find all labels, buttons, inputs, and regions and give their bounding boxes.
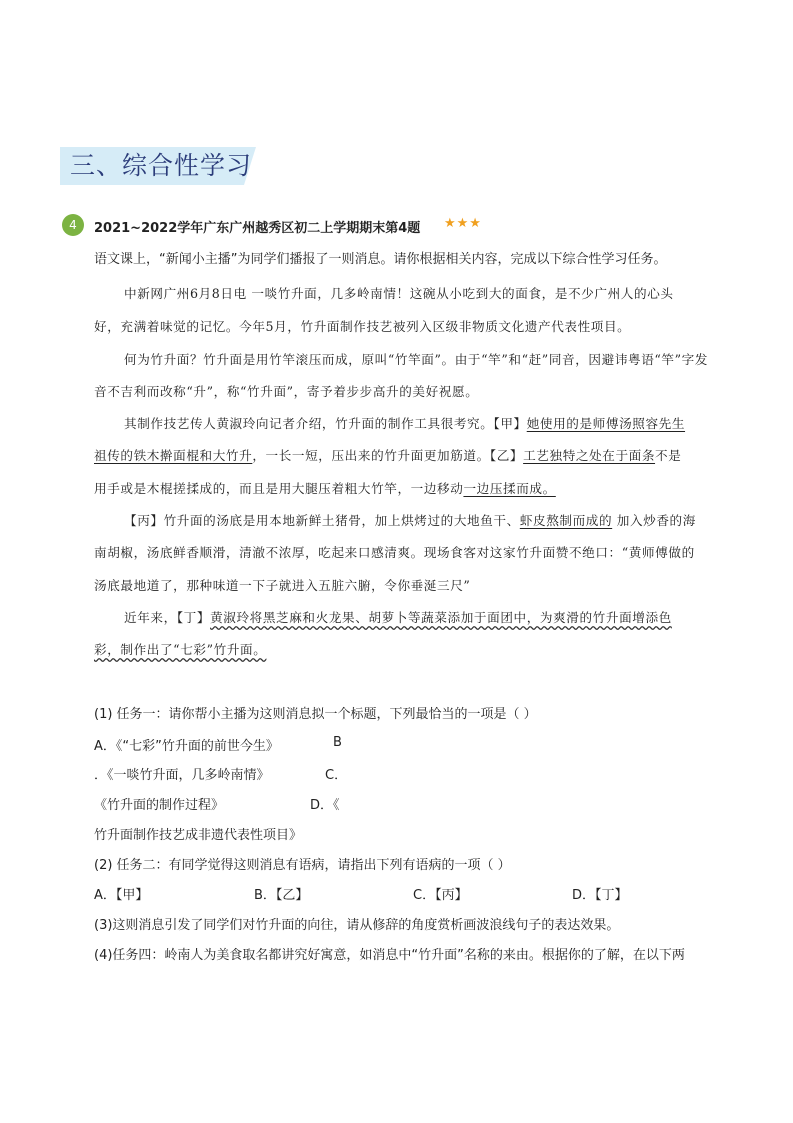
news-p2-line2: 音不吉利而改称“升”，称“竹升面”，寄予着步步高升的美好祝愿。 (94, 384, 479, 399)
news-p5-line1 (124, 607, 672, 626)
news-p3-underlined: 一边压揉而成。 (463, 481, 556, 496)
task-1-option-d: 竹升面制作技艺成非遗代表性项目》 (94, 828, 303, 843)
task-2-option-a: A．【甲】 (94, 888, 149, 903)
task-1-option-b: ．《一啖竹升面，几多岭南情》 (94, 768, 270, 783)
task-1-option-d-label: D．《 (310, 798, 340, 813)
news-p1-line1: 中新网广州6月8日电 一啖竹升面，几多岭南情！这碗从小吃到大的面食，是不少广州人的心头 (124, 286, 674, 301)
news-p3-line2 (94, 445, 681, 464)
news-p5-line2 (94, 639, 266, 658)
task-2-option-c: C．【丙】 (413, 888, 468, 903)
task-1-option-c: 《竹升面的制作过程》 (94, 798, 225, 813)
news-p4-text: 【丙】竹升面的汤底是用本地新鲜土猪骨，加上烘烤过的大地鱼干、 (124, 513, 520, 528)
news-p4-line1 (124, 510, 696, 529)
news-p3-underlined: 祖传的铁木擀面棍和大竹升 (94, 448, 253, 463)
news-p3-underlined: 工艺独特之处在于面条 (523, 448, 656, 463)
news-p4-underlined: 虾皮熬制而成的 (519, 513, 613, 528)
news-p3-text: 其制作技艺传人黄淑玲向记者介绍，竹升面的制作工具很考究。【甲】 (124, 416, 527, 431)
section-title: 三、综合性学习 (70, 151, 253, 180)
news-p4-text: 加入炒香的海 (612, 513, 696, 528)
news-p2-line1: 何为竹升面？竹升面是用竹竿滚压而成，原叫“竹竿面”。由于“竿”和“赶”同音，因避讳粤语“竿”字发 (124, 352, 709, 367)
news-p3-text: 用手或是木棍搓揉成的，而且是用大腿压着粗大竹竿，一边移动 (94, 481, 464, 496)
question-source: 2021~2022学年广东广州越秀区初二上学期期末第4题 (94, 221, 421, 236)
news-p1-line2: 好，充满着味觉的记忆。今年5月，竹升面制作技艺被列入区级非物质文化遗产代表性项目。 (94, 319, 631, 334)
task-4-prompt: (4)任务四：岭南人为美食取名都讲究好寓意，如消息中“竹升面”名称的来由。根据你的了解，在以下两 (94, 948, 685, 963)
news-p3-text: ，一长一短，压出来的竹升面更加筋道。【乙】 (252, 448, 524, 463)
news-p5-text: 近年来，【丁】 (124, 610, 211, 625)
task-3-prompt: (3)这则消息引发了同学们对竹升面的向往，请从修辞的角度赏析画波浪线句子的表达效果。 (94, 918, 620, 933)
news-p4-line2: 南胡椒，汤底鲜香顺滑，清澈不浓厚，吃起来口感清爽。现场食客对这家竹升面赞不绝口：“黄师傅做的 (94, 545, 695, 560)
news-p4-line3: 汤底最地道了，那种味道一下子就进入五脏六腑，令你垂涎三尺” (94, 578, 471, 593)
question-number-badge: 4 (62, 214, 84, 236)
news-p3-line1 (124, 413, 685, 432)
news-p3-text: 不是 (655, 448, 682, 463)
difficulty-stars: ★★★ (444, 216, 482, 231)
section-banner (60, 147, 256, 185)
news-p5-wavy: 黄淑玲将黑芝麻和火龙果、胡萝卜等蔬菜添加于面团中，为爽滑的竹升面增添色 (210, 610, 672, 625)
task-1-option-b-label: B (333, 735, 342, 750)
news-p5-wavy: 彩，制作出了“七彩”竹升面。 (94, 642, 267, 657)
news-p3-underlined: 她使用的是师傅汤照容先生 (526, 416, 686, 431)
task-2-option-b: B．【乙】 (254, 888, 309, 903)
task-1-option-a: A．《“七彩”竹升面的前世今生》 (94, 739, 279, 754)
question-intro: 语文课上，“新闻小主播”为同学们播报了一则消息。请你根据相关内容，完成以下综合性学习任务。 (94, 252, 667, 267)
task-2-option-d: D．【丁】 (572, 888, 628, 903)
task-1-option-c-label: C． (325, 768, 348, 783)
task-1-prompt: (1) 任务一：请你帮小主播为这则消息拟一个标题，下列最恰当的一项是（ ） (94, 707, 537, 722)
task-2-prompt: (2) 任务二：有同学觉得这则消息有语病，请指出下列有语病的一项（ ） (94, 858, 511, 873)
news-p3-line3 (94, 478, 556, 497)
